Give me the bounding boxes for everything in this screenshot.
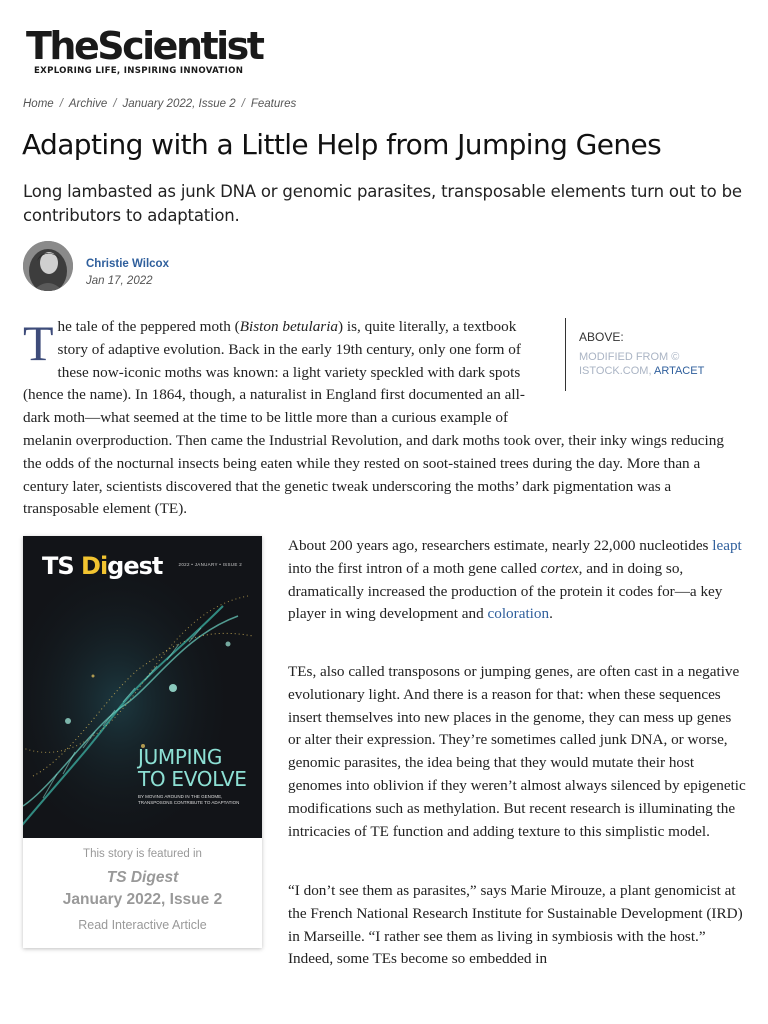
author-avatar[interactable]: [23, 241, 73, 291]
digest-cover[interactable]: [23, 536, 262, 838]
breadcrumb-separator: /: [113, 98, 117, 110]
breadcrumb-section[interactable]: Features: [250, 98, 297, 110]
digest-card[interactable]: [23, 536, 262, 948]
cover-issue: 2022 • JANUARY • ISSUE 2: [178, 562, 242, 567]
caption-credit-text: MODIFIED FROM © ISTOCK.COM,: [579, 351, 680, 377]
caption-label: ABOVE:: [579, 330, 624, 344]
article-subtitle: Long lambasted as junk DNA or genomic parasites, transposable elements turn out to be contributors to adaptation.: [23, 182, 742, 225]
cover-headline-line2: TO EVOLVE: [138, 767, 247, 791]
breadcrumb-separator: /: [241, 98, 245, 110]
dna-helix-illustration: [23, 536, 262, 838]
caption-credit: [579, 350, 745, 378]
breadcrumb-separator: /: [59, 98, 63, 110]
logo-wordmark: TheScientist: [26, 24, 263, 68]
article-title: Adapting with a Little Help from Jumping Genes: [22, 128, 662, 161]
intro-text-b: ) is, quite literally, a textbook story of adaptive evolution. Back in the early 19th century, only one form of these now-iconic moths was known: a light variety speckled with dark spots (hence the name). In 1864, though, a naturalist in England first documented an all-dark moth—what seemed at the time to be little more than a curious example of melanin overproduction. Then came the Industrial Revolution, and dark moths took over, their inky wings reducing the odds of the nocturnal insects being eaten while they rested on soot-stained trees during the day. More than a century later, scientists discovered that the genetic tweak underscoring the moths’ dark pigmentation was a transposable element (TE).: [23, 318, 724, 518]
read-interactive-article-link[interactable]: Read Interactive Article: [78, 918, 207, 932]
para2-text-c: , and in doing so, dramatically increased the production of the protein it codes for—a key player in wing development and: [288, 559, 723, 623]
breadcrumb: [23, 98, 296, 110]
paragraph-4: “I don’t see them as parasites,” says Marie Mirouze, a plant genomicist at the French National Research Institute for Sustainable Development (IRD) in Marseille. “I rather see them as living in symbiosis with the host.” Indeed, some TEs become so embedded in: [288, 882, 743, 968]
publish-date: Jan 17, 2022: [86, 275, 153, 287]
caption-credit-link[interactable]: ARTACET: [653, 365, 705, 377]
paragraph-3: TEs, also called transposons or jumping genes, are often cast in a negative evolutionary light. And there is a reason for that: when these sequences insert themselves into new places in the genome, they can mess up genes or alter their expression. They’re sometimes called junk DNA, or worse, genomic parasites, the idea being that they would mutate their host genomes into oblivion if they weren’t almost always silenced by epigenetic modifications such as methylation. But recent research is illuminating the intricacies of TE function and adding texture to this simplistic model.: [288, 663, 746, 840]
para2-text-b: into the first intron of a moth gene called: [288, 559, 541, 577]
author-photo: [23, 241, 73, 291]
logo-tagline: EXPLORING LIFE, INSPIRING INNOVATION: [34, 66, 244, 76]
species-name: Biston betularia: [239, 318, 339, 335]
breadcrumb-issue[interactable]: January 2022, Issue 2: [122, 98, 236, 110]
featured-label: This story is featured in: [83, 848, 202, 860]
cover-headline-line1: JUMPING: [138, 745, 223, 769]
breadcrumb-home[interactable]: Home: [23, 98, 54, 110]
digest-issue: January 2022, Issue 2: [62, 891, 223, 908]
gene-name: cortex: [540, 559, 579, 577]
cover-logo-prefix: TS: [42, 552, 82, 580]
para2-text-d: .: [549, 605, 553, 623]
breadcrumb-archive[interactable]: Archive: [68, 98, 108, 110]
author-name[interactable]: Christie Wilcox: [86, 258, 169, 270]
intro-text-a: he tale of the peppered moth (: [57, 318, 240, 335]
paragraph-2: [288, 535, 746, 626]
leapt-link[interactable]: leapt: [712, 537, 742, 554]
cover-logo-suffix: gest: [107, 552, 163, 580]
image-caption: [565, 318, 745, 391]
digest-name: TS Digest: [106, 869, 179, 886]
cover-headline: [138, 746, 247, 790]
cover-logo-accent: Di: [81, 552, 108, 580]
coloration-link[interactable]: coloration: [487, 605, 550, 623]
dropcap: T: [23, 315, 54, 371]
cover-logo: [42, 552, 162, 580]
cover-subline: BY MOVING AROUND IN THE GENOME, TRANSPOSONS CONTRIBUTE TO ADAPTATION: [138, 794, 240, 805]
para2-text-a: About 200 years ago, researchers estimate, nearly 22,000 nucleotides: [288, 537, 713, 554]
site-logo[interactable]: [26, 26, 262, 76]
